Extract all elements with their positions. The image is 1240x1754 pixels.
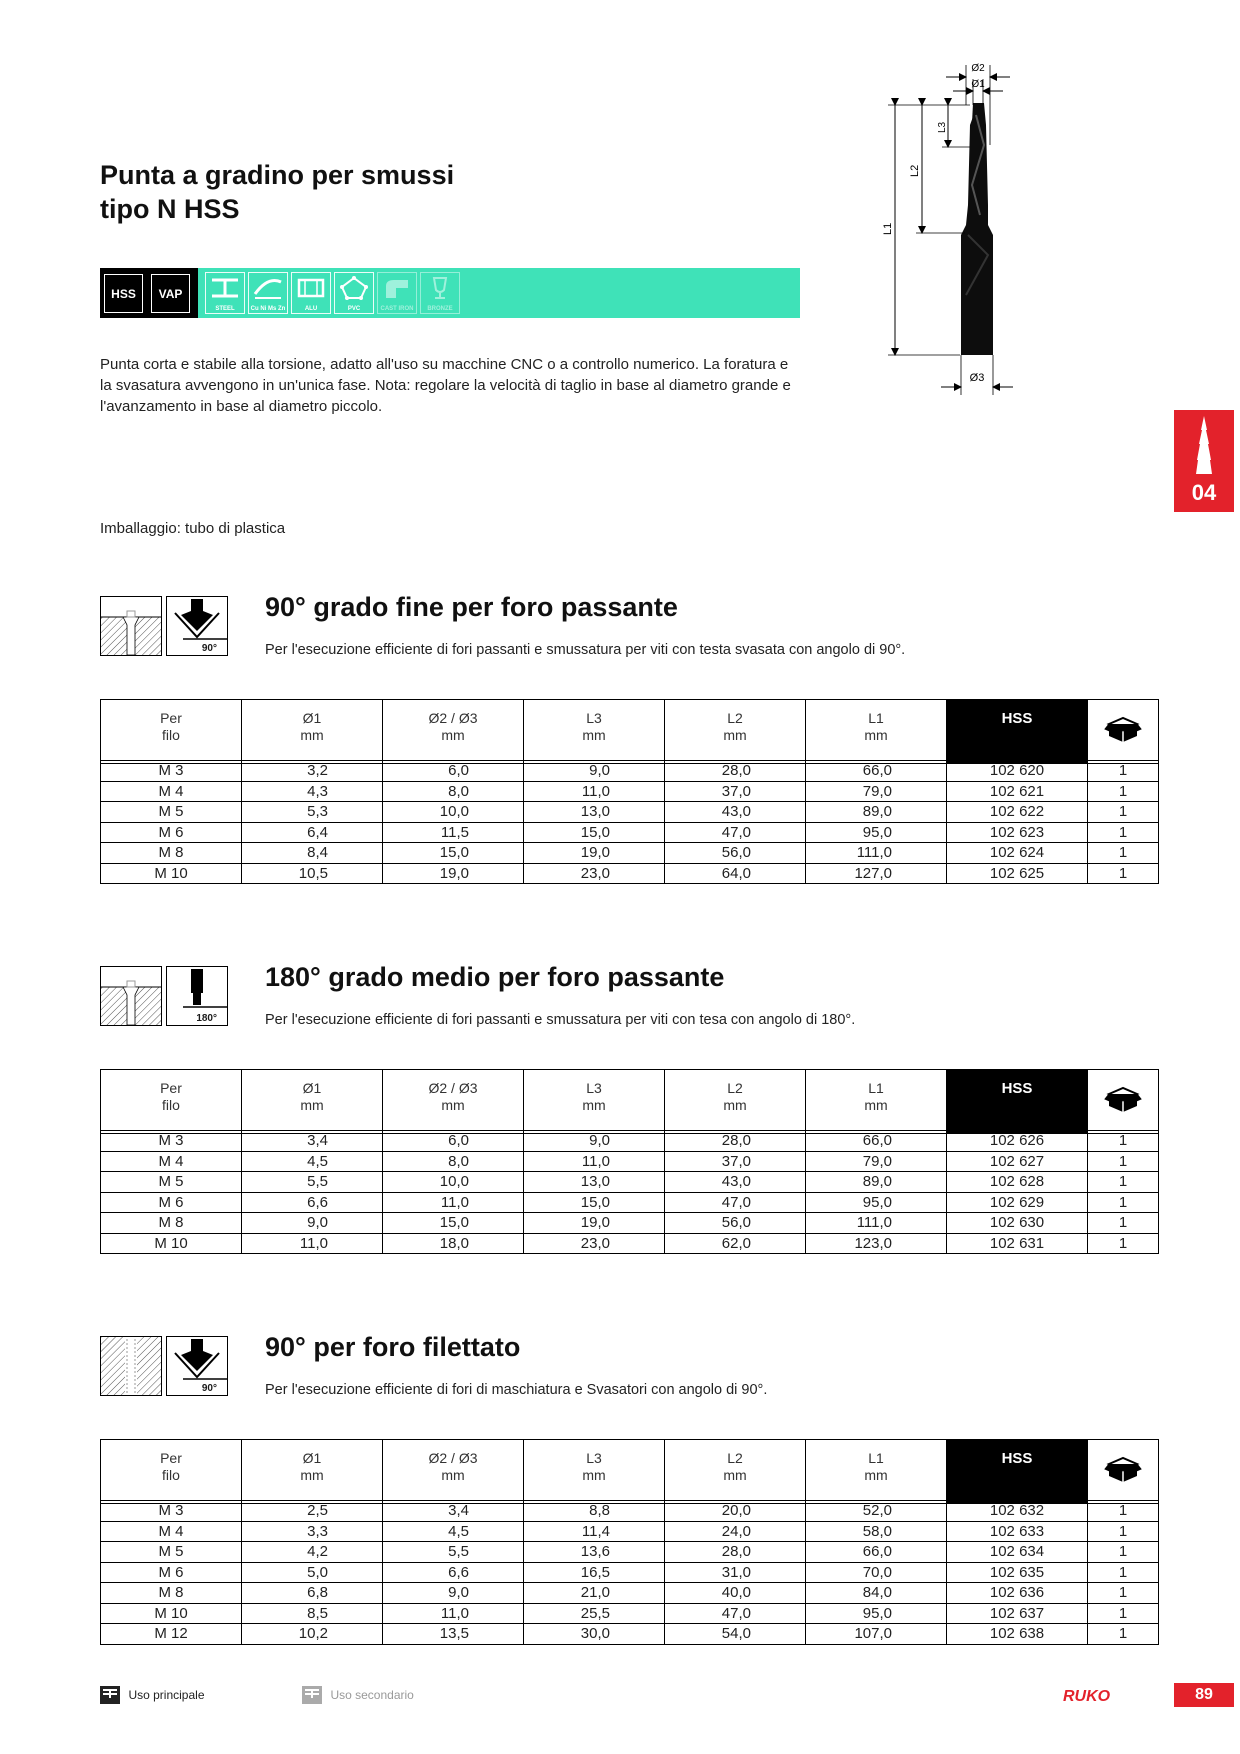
table-row: M 6 6,6 11,0 15,0 47,0 95,0 102 629 1 xyxy=(101,1192,1159,1213)
thread-column-header: Per filo xyxy=(101,1440,242,1504)
brand-logo: RUKO xyxy=(1063,1688,1111,1705)
box-icon xyxy=(1104,1454,1142,1484)
secondary-use-legend: Uso secondario xyxy=(302,1686,414,1704)
drill-technical-drawing xyxy=(880,55,1050,400)
data-table xyxy=(100,1500,1159,1645)
pvc-material-icon: PVC xyxy=(334,272,374,314)
vap-badge: VAP xyxy=(151,274,190,313)
box-icon xyxy=(1104,1084,1142,1114)
table-row: M 4 3,3 4,5 11,4 24,0 58,0 102 633 1 xyxy=(101,1521,1159,1542)
countersink-tool-icon xyxy=(166,1336,228,1396)
table-row: M 10 11,0 18,0 23,0 62,0 123,0 102 631 1 xyxy=(101,1233,1159,1254)
thread-column-header: Per filo xyxy=(101,700,242,764)
l1-label: L1 xyxy=(882,222,894,235)
hss-column-header: HSS xyxy=(947,1070,1088,1134)
table-row: M 8 6,8 9,0 21,0 40,0 84,0 102 636 1 xyxy=(101,1583,1159,1604)
section-title: 90° per foro filettato xyxy=(265,1332,521,1362)
table-row: M 4 4,3 8,0 11,0 37,0 79,0 102 621 1 xyxy=(101,781,1159,802)
d2-label: Ø2 xyxy=(971,63,985,74)
package-quantity-header xyxy=(1088,1440,1159,1504)
table-row: M 4 4,5 8,0 11,0 37,0 79,0 102 627 1 xyxy=(101,1151,1159,1172)
hss-column-header: HSS xyxy=(947,1440,1088,1504)
l3-label: L3 xyxy=(937,121,948,133)
cast-iron-material-icon: CAST IRON xyxy=(377,272,417,314)
bronze-material-icon: BRONZE xyxy=(420,272,460,314)
table-row: M 5 5,3 10,0 13,0 43,0 89,0 102 622 1 xyxy=(101,802,1159,823)
steel-material-icon: STEEL xyxy=(205,272,245,314)
nonferrous-material-icon: Cu Ni Ms Zn xyxy=(248,272,288,314)
d1-label: Ø1 xyxy=(971,79,985,90)
section-application-icons xyxy=(100,966,228,1026)
countersink-tool-icon xyxy=(166,596,228,656)
data-table xyxy=(100,760,1159,884)
hole-section-icon xyxy=(100,966,162,1026)
product-description: Punta corta e stabile alla torsione, adatto all'uso su macchine CNC o a controllo numerico. La foratura e la svasatura avvengono in un'unica fase. Nota: regolare la velocità di taglio in base al diametro grande e l'avanzamento in base al diametro piccolo. xyxy=(100,356,791,415)
table-header: Per filo Ø1 mm Ø2 / Ø3 mm L3 mm L2 mm L1 mm HSS xyxy=(100,1439,1159,1504)
section-application-icons xyxy=(100,1336,228,1396)
page-number: 89 xyxy=(1174,1683,1234,1707)
section-subtitle: Per l'esecuzione efficiente di fori passanti e smussatura per viti con tesa con angolo di 180°. xyxy=(265,1012,856,1028)
hole-section-icon xyxy=(100,596,162,656)
table-row: M 3 3,4 6,0 9,0 28,0 66,0 102 626 1 xyxy=(101,1131,1159,1152)
box-icon xyxy=(1104,714,1142,744)
secondary-use-icon xyxy=(302,1686,322,1704)
d3-label: Ø3 xyxy=(969,372,985,384)
table-row: M 8 8,4 15,0 19,0 56,0 111,0 102 624 1 xyxy=(101,843,1159,864)
angle-label: 90° xyxy=(201,1383,217,1394)
main-use-legend: Uso principale xyxy=(100,1686,205,1704)
table-row: M 3 3,2 6,0 9,0 28,0 66,0 102 620 1 xyxy=(101,761,1159,782)
section-application-icons xyxy=(100,596,228,656)
angle-label: 90° xyxy=(201,643,217,654)
data-table xyxy=(100,1130,1159,1254)
table-header: Per filo Ø1 mm Ø2 / Ø3 mm L3 mm L2 mm L1 mm HSS xyxy=(100,1069,1159,1134)
countersink-tool-icon xyxy=(166,966,228,1026)
table-row: M 10 8,5 11,0 25,5 47,0 95,0 102 637 1 xyxy=(101,1603,1159,1624)
angle-label: 180° xyxy=(196,1013,217,1024)
hss-column-header: HSS xyxy=(947,700,1088,764)
table-header: Per filo Ø1 mm Ø2 / Ø3 mm L3 mm L2 mm L1 mm HSS xyxy=(100,699,1159,764)
main-use-icon xyxy=(100,1686,120,1704)
section-subtitle: Per l'esecuzione efficiente di fori di maschiatura e Svasatori con angolo di 90°. xyxy=(265,1382,768,1398)
table-row: M 3 2,5 3,4 8,8 20,0 52,0 102 632 1 xyxy=(101,1501,1159,1522)
alu-material-icon: ALU xyxy=(291,272,331,314)
page-title: Punta a gradino per smussi tipo N HSS xyxy=(100,160,455,224)
section-title: 180° grado medio per foro passante xyxy=(265,962,725,992)
packaging-info: Imballaggio: tubo di plastica xyxy=(100,520,286,537)
table-row: M 8 9,0 15,0 19,0 56,0 111,0 102 630 1 xyxy=(101,1213,1159,1234)
hole-section-icon xyxy=(100,1336,162,1396)
section-subtitle: Per l'esecuzione efficiente di fori passanti e smussatura per viti con testa svasata con angolo di 90°. xyxy=(265,642,906,658)
section-title: 90° grado fine per foro passante xyxy=(265,592,678,622)
table-row: M 6 6,4 11,5 15,0 47,0 95,0 102 623 1 xyxy=(101,822,1159,843)
table-row: M 10 10,5 19,0 23,0 64,0 127,0 102 625 1 xyxy=(101,863,1159,884)
hss-badge: HSS xyxy=(104,274,143,313)
package-quantity-header xyxy=(1088,700,1159,764)
table-row: M 6 5,0 6,6 16,5 31,0 70,0 102 635 1 xyxy=(101,1562,1159,1583)
table-row: M 12 10,2 13,5 30,0 54,0 107,0 102 638 1 xyxy=(101,1624,1159,1645)
thread-column-header: Per filo xyxy=(101,1070,242,1134)
l2-label: L2 xyxy=(909,164,921,177)
package-quantity-header xyxy=(1088,1070,1159,1134)
chapter-tab[interactable]: 04 xyxy=(1174,410,1234,512)
material-bar xyxy=(100,268,800,318)
table-row: M 5 4,2 5,5 13,6 28,0 66,0 102 634 1 xyxy=(101,1542,1159,1563)
table-row: M 5 5,5 10,0 13,0 43,0 89,0 102 628 1 xyxy=(101,1172,1159,1193)
step-drill-icon xyxy=(1194,416,1214,478)
